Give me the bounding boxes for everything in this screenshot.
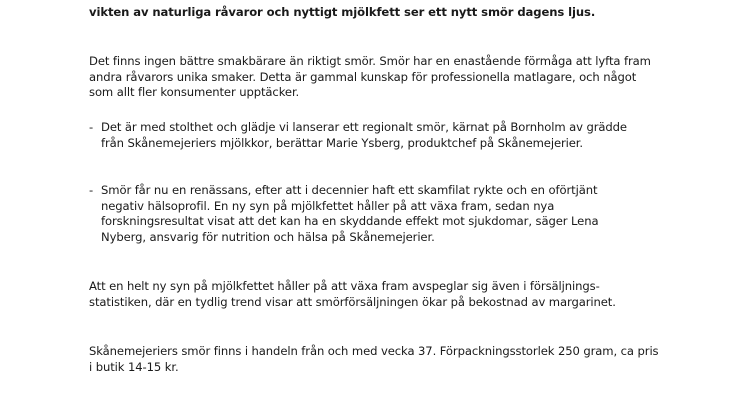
body-paragraph-availability [89, 344, 689, 375]
text-line: vikten av naturliga råvaror och nyttigt mjölkfett ser ett nytt smör dagens ljus. [89, 5, 596, 19]
text-line: Det är med stolthet och glädje vi lanserar ett regionalt smör, kärnat på Bornholm av grädde [101, 120, 627, 134]
text-line: Det finns ingen bättre smakbärare än riktigt smör. Smör har en enastående förmåga att lyfta fram [89, 54, 651, 68]
bullet-text [101, 183, 691, 245]
body-paragraph-sales [89, 279, 689, 310]
text-line: forskningsresultat visat att det kan ha en skyddande effekt mot sjukdomar, säger Lena [101, 214, 599, 229]
text-line: Skånemejeriers smör finns i handeln från och med vecka 37. Förpackningsstorlek 250 gram, ca pris [89, 344, 659, 358]
lead-paragraph [89, 5, 689, 21]
text-line: statistiken, där en tydlig trend visar att smörförsäljningen ökar på bekostnad av margarinet. [89, 294, 616, 309]
text-line: andra råvarors unika smaker. Detta är gammal kunskap för professionella matlagare, och något [89, 69, 637, 84]
text-line: Nyberg, ansvarig för nutrition och hälsa på Skånemejerier. [101, 229, 435, 244]
text-line: negativ hälsoprofil. En ny syn på mjölkfettet håller på att växa fram, sedan nya [101, 198, 555, 213]
text-line: från Skånemejeriers mjölkkor, berättar Marie Ysberg, produktchef på Skånemejerier. [101, 135, 583, 150]
bullet-text [101, 120, 691, 151]
text-line: Smör får nu en renässans, efter att i decennier haft ett skamfilat rykte och en oförtjänt [101, 183, 598, 197]
body-paragraph-intro [89, 54, 689, 101]
bullet-dash: - [89, 183, 94, 197]
document-page [89, 0, 709, 419]
bullet-dash: - [89, 120, 94, 134]
text-line: som allt fler konsumenter upptäcker. [89, 85, 300, 100]
text-line: Att en helt ny syn på mjölkfettet håller på att växa fram avspeglar sig även i försäljnings- [89, 279, 600, 293]
text-line: i butik 14-15 kr. [89, 359, 179, 374]
